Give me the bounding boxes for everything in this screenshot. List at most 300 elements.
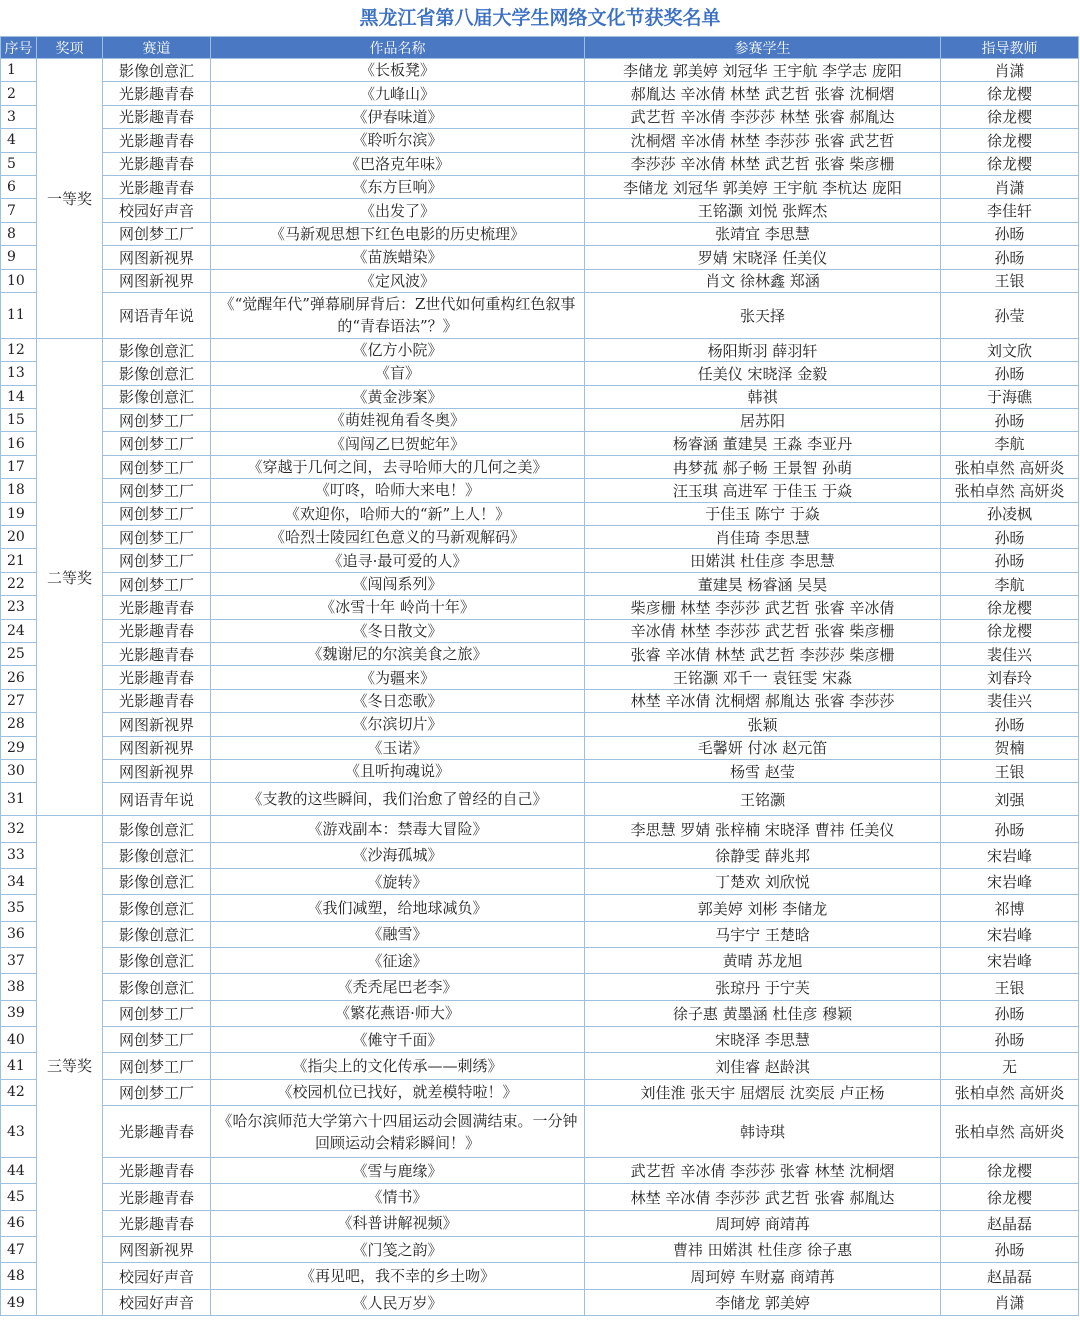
cell-students: 周珂婷 商靖苒 — [585, 1210, 941, 1236]
cell-track: 影像创意汇 — [103, 385, 211, 408]
table-row — [1, 895, 1079, 921]
cell-track: 光影趣青春 — [103, 689, 211, 712]
cell-index: 1 — [1, 59, 37, 82]
cell-students: 徐子惠 黄墨涵 杜佳彦 穆颖 — [585, 1000, 941, 1026]
cell-students: 任美仪 宋晓泽 金毅 — [585, 362, 941, 385]
table-row — [1, 1079, 1079, 1105]
cell-work: 《情书》 — [211, 1184, 585, 1210]
cell-index: 49 — [1, 1289, 37, 1315]
cell-teacher: 肖潇 — [941, 59, 1079, 82]
cell-track: 光影趣青春 — [103, 666, 211, 689]
cell-work: 《亿方小院》 — [211, 338, 585, 361]
cell-index: 3 — [1, 105, 37, 128]
cell-track: 影像创意汇 — [103, 948, 211, 974]
cell-students: 曹祎 田婼淇 杜佳彦 徐子惠 — [585, 1237, 941, 1263]
cell-students: 张颖 — [585, 713, 941, 736]
cell-students: 于佳玉 陈宁 于焱 — [585, 502, 941, 525]
cell-index: 22 — [1, 572, 37, 595]
cell-work: 《门笺之韵》 — [211, 1237, 585, 1263]
cell-track: 光影趣青春 — [103, 129, 211, 152]
cell-index: 14 — [1, 385, 37, 408]
cell-teacher: 徐龙樱 — [941, 1184, 1079, 1210]
cell-students: 王铭灏 邓千一 袁钰雯 宋淼 — [585, 666, 941, 689]
cell-teacher: 肖潇 — [941, 175, 1079, 198]
cell-index: 13 — [1, 362, 37, 385]
cell-track: 影像创意汇 — [103, 59, 211, 82]
table-row — [1, 432, 1079, 455]
cell-students: 柴彦栅 林埜 李莎莎 武艺哲 张睿 辛冰倩 — [585, 596, 941, 619]
cell-teacher: 徐龙樱 — [941, 619, 1079, 642]
cell-teacher: 徐龙樱 — [941, 1158, 1079, 1184]
cell-track: 网图新视界 — [103, 269, 211, 292]
cell-work: 《出发了》 — [211, 199, 585, 222]
cell-index: 34 — [1, 869, 37, 895]
cell-track: 网创梦工厂 — [103, 1000, 211, 1026]
cell-index: 8 — [1, 222, 37, 245]
cell-students: 黄晴 苏龙旭 — [585, 948, 941, 974]
cell-students: 张睿 辛冰倩 林埜 武艺哲 李莎莎 柴彦栅 — [585, 642, 941, 665]
cell-track: 光影趣青春 — [103, 642, 211, 665]
cell-students: 冉梦菰 郝子畅 王景智 孙萌 — [585, 455, 941, 478]
table-row — [1, 869, 1079, 895]
cell-students: 林埜 辛冰倩 沈桐熠 郝胤达 张睿 李莎莎 — [585, 689, 941, 712]
cell-teacher: 贺楠 — [941, 736, 1079, 759]
cell-teacher: 张柏卓然 高妍炎 — [941, 479, 1079, 502]
cell-work: 《马新观思想下红色电影的历史梳理》 — [211, 222, 585, 245]
cell-track: 光影趣青春 — [103, 82, 211, 105]
cell-teacher: 于海礁 — [941, 385, 1079, 408]
cell-track: 网图新视界 — [103, 1237, 211, 1263]
cell-work: 《秃秃尾巴老李》 — [211, 974, 585, 1000]
cell-index: 9 — [1, 246, 37, 269]
table-header-row — [1, 37, 1079, 59]
table-row — [1, 269, 1079, 292]
cell-track: 网图新视界 — [103, 736, 211, 759]
cell-track: 光影趣青春 — [103, 105, 211, 128]
cell-work: 《尔滨切片》 — [211, 713, 585, 736]
cell-work: 《闯闯乙巳贺蛇年》 — [211, 432, 585, 455]
cell-index: 45 — [1, 1184, 37, 1210]
cell-index: 47 — [1, 1237, 37, 1263]
cell-index: 21 — [1, 549, 37, 572]
cell-track: 校园好声音 — [103, 1289, 211, 1315]
cell-index: 7 — [1, 199, 37, 222]
cell-teacher: 赵晶磊 — [941, 1263, 1079, 1289]
cell-track: 影像创意汇 — [103, 895, 211, 921]
table-row — [1, 549, 1079, 572]
table-row — [1, 572, 1079, 595]
cell-students: 郝胤达 辛冰倩 林埜 武艺哲 张睿 沈桐熠 — [585, 82, 941, 105]
table-row — [1, 59, 1079, 82]
table-row — [1, 479, 1079, 502]
cell-track: 网创梦工厂 — [103, 1053, 211, 1079]
cell-teacher: 徐龙樱 — [941, 82, 1079, 105]
cell-track: 光影趣青春 — [103, 152, 211, 175]
cell-work: 《繁花燕语·师大》 — [211, 1000, 585, 1026]
cell-work: 《指尖上的文化传承——刺绣》 — [211, 1053, 585, 1079]
cell-track: 网创梦工厂 — [103, 572, 211, 595]
cell-track: 影像创意汇 — [103, 338, 211, 361]
cell-teacher: 刘春玲 — [941, 666, 1079, 689]
cell-track: 网语青年说 — [103, 292, 211, 338]
table-row — [1, 82, 1079, 105]
table-row — [1, 1106, 1079, 1158]
table-row — [1, 129, 1079, 152]
cell-index: 18 — [1, 479, 37, 502]
table-row — [1, 713, 1079, 736]
cell-students: 汪玉琪 高进军 于佳玉 于焱 — [585, 479, 941, 502]
cell-work: 《校园机位已找好，就差模特啦！》 — [211, 1079, 585, 1105]
table-row — [1, 1210, 1079, 1236]
cell-award: 一等奖 — [37, 59, 103, 339]
cell-work: 《欢迎你，哈师大的“新”上人！》 — [211, 502, 585, 525]
cell-teacher: 孙凌枫 — [941, 502, 1079, 525]
cell-teacher: 张柏卓然 高妍炎 — [941, 1079, 1079, 1105]
cell-students: 肖佳琦 李思慧 — [585, 526, 941, 549]
cell-teacher: 孙旸 — [941, 1000, 1079, 1026]
cell-teacher: 徐龙樱 — [941, 105, 1079, 128]
table-row — [1, 1263, 1079, 1289]
cell-index: 39 — [1, 1000, 37, 1026]
cell-students: 武艺哲 辛冰倩 李莎莎 林埜 张睿 郝胤达 — [585, 105, 941, 128]
cell-students: 李储龙 郭美婷 刘冠华 王宇航 李学志 庞阳 — [585, 59, 941, 82]
cell-index: 29 — [1, 736, 37, 759]
cell-teacher: 王银 — [941, 974, 1079, 1000]
cell-index: 10 — [1, 269, 37, 292]
cell-teacher: 孙旸 — [941, 816, 1079, 842]
cell-students: 杨睿涵 董建昊 王淼 李亚丹 — [585, 432, 941, 455]
cell-work: 《再见吧，我不幸的乡土吻》 — [211, 1263, 585, 1289]
cell-teacher: 孙旸 — [941, 549, 1079, 572]
header-index: 序号 — [1, 37, 37, 59]
cell-students: 王铭灏 — [585, 783, 941, 816]
cell-index: 4 — [1, 129, 37, 152]
cell-students: 田婼淇 杜佳彦 李思慧 — [585, 549, 941, 572]
cell-index: 23 — [1, 596, 37, 619]
table-row — [1, 502, 1079, 525]
header-work: 作品名称 — [211, 37, 585, 59]
table-row — [1, 455, 1079, 478]
cell-track: 影像创意汇 — [103, 842, 211, 868]
cell-students: 杨阳斯羽 薛羽轩 — [585, 338, 941, 361]
cell-index: 24 — [1, 619, 37, 642]
cell-index: 32 — [1, 816, 37, 842]
cell-students: 张天择 — [585, 292, 941, 338]
header-teacher: 指导教师 — [941, 37, 1079, 59]
cell-students: 王铭灏 刘悦 张辉杰 — [585, 199, 941, 222]
table-row — [1, 409, 1079, 432]
cell-students: 张靖宜 李思慧 — [585, 222, 941, 245]
cell-teacher: 赵晶磊 — [941, 1210, 1079, 1236]
cell-teacher: 孙旸 — [941, 409, 1079, 432]
cell-students: 董建昊 杨睿涵 吴昊 — [585, 572, 941, 595]
cell-students: 徐静雯 薛兆邦 — [585, 842, 941, 868]
cell-track: 影像创意汇 — [103, 816, 211, 842]
cell-students: 丁楚欢 刘欣悦 — [585, 869, 941, 895]
cell-teacher: 裴佳兴 — [941, 642, 1079, 665]
table-row — [1, 175, 1079, 198]
cell-track: 网图新视界 — [103, 713, 211, 736]
table-row — [1, 1053, 1079, 1079]
cell-teacher: 孙旸 — [941, 246, 1079, 269]
cell-work: 《雪与鹿缘》 — [211, 1158, 585, 1184]
cell-work: 《黄金涉案》 — [211, 385, 585, 408]
cell-work: 《追寻·最可爱的人》 — [211, 549, 585, 572]
cell-index: 5 — [1, 152, 37, 175]
cell-work: 《游戏副本：禁毒大冒险》 — [211, 816, 585, 842]
cell-teacher: 孙旸 — [941, 1237, 1079, 1263]
cell-students: 周珂婷 车财嘉 商靖苒 — [585, 1263, 941, 1289]
cell-track: 光影趣青春 — [103, 1210, 211, 1236]
table-row — [1, 1289, 1079, 1315]
table-row — [1, 1184, 1079, 1210]
cell-students: 李思慧 罗婧 张梓楠 宋晓泽 曹祎 任美仪 — [585, 816, 941, 842]
cell-work: 《穿越于几何之间，去寻哈师大的几何之美》 — [211, 455, 585, 478]
cell-track: 网语青年说 — [103, 783, 211, 816]
cell-teacher: 祁博 — [941, 895, 1079, 921]
cell-index: 16 — [1, 432, 37, 455]
cell-students: 罗婧 宋晓泽 任美仪 — [585, 246, 941, 269]
cell-track: 校园好声音 — [103, 199, 211, 222]
cell-teacher: 李航 — [941, 432, 1079, 455]
cell-work: 《科普讲解视频》 — [211, 1210, 585, 1236]
cell-teacher: 裴佳兴 — [941, 689, 1079, 712]
cell-index: 42 — [1, 1079, 37, 1105]
cell-students: 林埜 辛冰倩 李莎莎 武艺哲 张睿 郝胤达 — [585, 1184, 941, 1210]
cell-teacher: 孙旸 — [941, 713, 1079, 736]
cell-index: 20 — [1, 526, 37, 549]
table-row — [1, 385, 1079, 408]
cell-index: 31 — [1, 783, 37, 816]
table-row — [1, 842, 1079, 868]
cell-track: 网创梦工厂 — [103, 1027, 211, 1053]
cell-work: 《冬日散文》 — [211, 619, 585, 642]
cell-index: 41 — [1, 1053, 37, 1079]
table-row — [1, 152, 1079, 175]
cell-track: 影像创意汇 — [103, 974, 211, 1000]
cell-index: 6 — [1, 175, 37, 198]
cell-teacher: 宋岩峰 — [941, 921, 1079, 947]
cell-index: 38 — [1, 974, 37, 1000]
cell-students: 毛馨妍 付冰 赵元笛 — [585, 736, 941, 759]
table-row — [1, 292, 1079, 338]
cell-track: 光影趣青春 — [103, 619, 211, 642]
cell-work: 《伊春味道》 — [211, 105, 585, 128]
cell-track: 光影趣青春 — [103, 1184, 211, 1210]
cell-track: 网创梦工厂 — [103, 502, 211, 525]
cell-students: 刘佳淮 张天宇 屈熠辰 沈奕辰 卢正杨 — [585, 1079, 941, 1105]
cell-track: 校园好声音 — [103, 1263, 211, 1289]
cell-work: 《长板凳》 — [211, 59, 585, 82]
cell-work: 《为疆来》 — [211, 666, 585, 689]
table-row — [1, 816, 1079, 842]
cell-teacher: 徐龙樱 — [941, 596, 1079, 619]
cell-teacher: 李佳轩 — [941, 199, 1079, 222]
cell-track: 网创梦工厂 — [103, 409, 211, 432]
cell-work: 《哈尔滨师范大学第六十四届运动会圆满结束。一分钟回顾运动会精彩瞬间！》 — [211, 1106, 585, 1158]
award-table — [0, 36, 1079, 1316]
table-row — [1, 921, 1079, 947]
cell-index: 17 — [1, 455, 37, 478]
cell-teacher: 孙旸 — [941, 1027, 1079, 1053]
cell-work: 《叮咚，哈师大来电！》 — [211, 479, 585, 502]
cell-work: 《且听拘魂说》 — [211, 759, 585, 782]
cell-index: 33 — [1, 842, 37, 868]
cell-teacher: 张柏卓然 高妍炎 — [941, 455, 1079, 478]
cell-students: 刘佳睿 赵龄淇 — [585, 1053, 941, 1079]
cell-teacher: 肖潇 — [941, 1289, 1079, 1315]
cell-index: 19 — [1, 502, 37, 525]
cell-index: 37 — [1, 948, 37, 974]
table-row — [1, 666, 1079, 689]
cell-work: 《定风波》 — [211, 269, 585, 292]
cell-award: 三等奖 — [37, 816, 103, 1316]
cell-track: 网创梦工厂 — [103, 526, 211, 549]
cell-work: 《“觉醒年代”弹幕刷屏背后：Z世代如何重构红色叙事的“青春语法”？》 — [211, 292, 585, 338]
cell-teacher: 宋岩峰 — [941, 842, 1079, 868]
cell-index: 28 — [1, 713, 37, 736]
table-row — [1, 974, 1079, 1000]
cell-students: 韩诗琪 — [585, 1106, 941, 1158]
cell-work: 《哈烈士陵园红色意义的马新观解码》 — [211, 526, 585, 549]
cell-track: 光影趣青春 — [103, 1106, 211, 1158]
table-row — [1, 1158, 1079, 1184]
cell-students: 韩祺 — [585, 385, 941, 408]
cell-students: 武艺哲 辛冰倩 李莎莎 张睿 林埜 沈桐熠 — [585, 1158, 941, 1184]
cell-teacher: 徐龙樱 — [941, 152, 1079, 175]
cell-index: 36 — [1, 921, 37, 947]
cell-students: 郭美婷 刘彬 李储龙 — [585, 895, 941, 921]
cell-students: 杨雪 赵莹 — [585, 759, 941, 782]
cell-teacher: 孙旸 — [941, 526, 1079, 549]
cell-work: 《东方巨响》 — [211, 175, 585, 198]
cell-track: 网创梦工厂 — [103, 455, 211, 478]
cell-work: 《征途》 — [211, 948, 585, 974]
cell-work: 《盲》 — [211, 362, 585, 385]
cell-track: 网创梦工厂 — [103, 549, 211, 572]
cell-teacher: 无 — [941, 1053, 1079, 1079]
cell-award: 二等奖 — [37, 338, 103, 815]
cell-students: 李莎莎 辛冰倩 林埜 武艺哲 张睿 柴彦栅 — [585, 152, 941, 175]
cell-teacher: 孙旸 — [941, 362, 1079, 385]
cell-track: 光影趣青春 — [103, 596, 211, 619]
cell-index: 48 — [1, 1263, 37, 1289]
cell-track: 网创梦工厂 — [103, 1079, 211, 1105]
table-row — [1, 222, 1079, 245]
header-students: 参赛学生 — [585, 37, 941, 59]
cell-track: 影像创意汇 — [103, 869, 211, 895]
header-track: 赛道 — [103, 37, 211, 59]
cell-track: 影像创意汇 — [103, 921, 211, 947]
cell-track: 网图新视界 — [103, 246, 211, 269]
cell-teacher: 孙旸 — [941, 222, 1079, 245]
cell-teacher: 宋岩峰 — [941, 869, 1079, 895]
cell-work: 《玉诺》 — [211, 736, 585, 759]
cell-index: 40 — [1, 1027, 37, 1053]
header-award: 奖项 — [37, 37, 103, 59]
cell-work: 《融雪》 — [211, 921, 585, 947]
table-row — [1, 948, 1079, 974]
table-row — [1, 619, 1079, 642]
table-row — [1, 1000, 1079, 1026]
cell-index: 27 — [1, 689, 37, 712]
cell-index: 30 — [1, 759, 37, 782]
cell-teacher: 孙莹 — [941, 292, 1079, 338]
cell-track: 光影趣青春 — [103, 1158, 211, 1184]
cell-index: 26 — [1, 666, 37, 689]
cell-work: 《聆听尔滨》 — [211, 129, 585, 152]
cell-work: 《苗族蜡染》 — [211, 246, 585, 269]
cell-track: 网图新视界 — [103, 759, 211, 782]
cell-students: 张琼丹 于宁芙 — [585, 974, 941, 1000]
cell-work: 《傩守千面》 — [211, 1027, 585, 1053]
cell-track: 网创梦工厂 — [103, 479, 211, 502]
cell-teacher: 王银 — [941, 759, 1079, 782]
cell-work: 《闯闯系列》 — [211, 572, 585, 595]
table-row — [1, 1027, 1079, 1053]
table-row — [1, 199, 1079, 222]
page-title: 黑龙江省第八届大学生网络文化节获奖名单 — [359, 7, 721, 29]
cell-track: 网创梦工厂 — [103, 432, 211, 455]
cell-track: 网创梦工厂 — [103, 222, 211, 245]
table-row — [1, 246, 1079, 269]
cell-index: 2 — [1, 82, 37, 105]
table-row — [1, 759, 1079, 782]
table-row — [1, 736, 1079, 759]
cell-work: 《人民万岁》 — [211, 1289, 585, 1315]
table-row — [1, 596, 1079, 619]
table-row — [1, 642, 1079, 665]
cell-students: 李储龙 刘冠华 郭美婷 王宇航 李杭达 庞阳 — [585, 175, 941, 198]
cell-teacher: 刘强 — [941, 783, 1079, 816]
table-row — [1, 1237, 1079, 1263]
cell-index: 25 — [1, 642, 37, 665]
table-row — [1, 526, 1079, 549]
cell-index: 11 — [1, 292, 37, 338]
cell-work: 《沙海孤城》 — [211, 842, 585, 868]
cell-work: 《冰雪十年 岭尚十年》 — [211, 596, 585, 619]
table-row — [1, 783, 1079, 816]
table-body — [1, 59, 1079, 1316]
cell-students: 马宇宁 王楚晗 — [585, 921, 941, 947]
cell-work: 《旋转》 — [211, 869, 585, 895]
cell-teacher: 王银 — [941, 269, 1079, 292]
cell-work: 《魏谢尼的尔滨美食之旅》 — [211, 642, 585, 665]
cell-index: 12 — [1, 338, 37, 361]
cell-students: 宋晓泽 李思慧 — [585, 1027, 941, 1053]
cell-index: 46 — [1, 1210, 37, 1236]
cell-index: 43 — [1, 1106, 37, 1158]
cell-work: 《冬日恋歌》 — [211, 689, 585, 712]
cell-teacher: 李航 — [941, 572, 1079, 595]
cell-teacher: 徐龙樱 — [941, 129, 1079, 152]
cell-index: 15 — [1, 409, 37, 432]
cell-teacher: 宋岩峰 — [941, 948, 1079, 974]
cell-students: 肖文 徐林鑫 郑涵 — [585, 269, 941, 292]
table-row — [1, 362, 1079, 385]
table-row — [1, 105, 1079, 128]
cell-work: 《萌娃视角看冬奥》 — [211, 409, 585, 432]
cell-track: 影像创意汇 — [103, 362, 211, 385]
cell-work: 《九峰山》 — [211, 82, 585, 105]
cell-students: 辛冰倩 林埜 李莎莎 武艺哲 张睿 柴彦栅 — [585, 619, 941, 642]
cell-work: 《支教的这些瞬间，我们治愈了曾经的自己》 — [211, 783, 585, 816]
cell-index: 35 — [1, 895, 37, 921]
cell-work: 《巴洛克年味》 — [211, 152, 585, 175]
table-row — [1, 338, 1079, 361]
cell-teacher: 刘文欣 — [941, 338, 1079, 361]
cell-work: 《我们减塑，给地球减负》 — [211, 895, 585, 921]
